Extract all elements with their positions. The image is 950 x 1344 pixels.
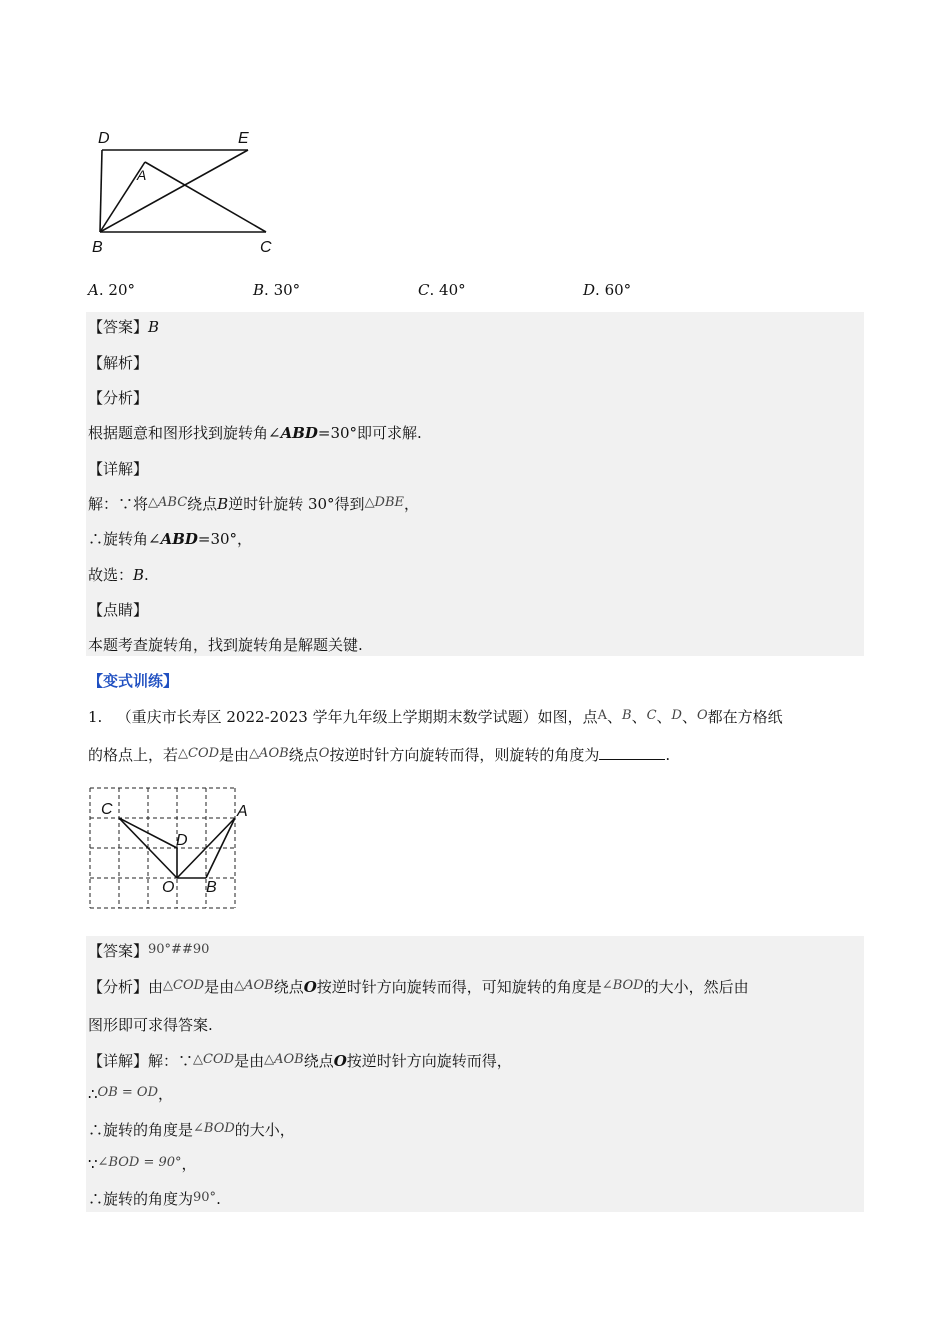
text: 的大小，: [234, 1121, 295, 1139]
text: ∴旋转的角度为: [88, 1190, 194, 1208]
answer2-fenxi-line-2: 图形即可求得答案.: [88, 1016, 213, 1034]
answer2-detail-line-2: [88, 1083, 173, 1104]
text: 的格点上，若: [88, 746, 179, 764]
triangle-cod: △COD: [178, 746, 220, 761]
option-letter: B: [253, 281, 265, 299]
triangle-cod: △COD: [163, 978, 205, 993]
angle-name: ABD: [160, 530, 198, 548]
answer-line: [88, 316, 159, 337]
text: 绕点: [303, 1052, 334, 1070]
figure-rotation-triangles: [88, 124, 288, 260]
triangle-aob: △AOB: [249, 746, 289, 761]
answer-blank[interactable]: [599, 745, 665, 760]
answer2-detail-line-4: [88, 1153, 197, 1174]
option-sep: .: [98, 281, 104, 299]
option-a[interactable]: [88, 281, 135, 299]
label-d: D: [176, 832, 188, 849]
text: 由: [148, 978, 164, 996]
text: ，: [181, 1155, 197, 1173]
option-c[interactable]: [418, 281, 466, 299]
point-o: O: [697, 708, 708, 723]
answer2-fenxi-line-1: [88, 976, 749, 997]
text: 根据题意和图形找到旋转角∠: [88, 424, 281, 442]
answer-block-1: [86, 312, 864, 656]
triangle-aob: △AOB: [264, 1052, 304, 1067]
text: 按逆时针方向旋转而得，则旋转的角度为: [329, 746, 600, 764]
fenxi-tag: 【分析】: [88, 978, 149, 996]
text: 是由: [204, 978, 235, 996]
text: .: [665, 746, 671, 764]
answer2-detail-line-5: [88, 1188, 221, 1209]
point-d: D: [671, 708, 682, 723]
option-value: 40°: [439, 281, 466, 299]
option-value: 30°: [273, 281, 301, 299]
analysis-tag: 【解析】: [88, 354, 149, 372]
option-letter: D: [583, 281, 596, 299]
angle-value: 90°: [193, 1190, 217, 1205]
text: ，: [158, 1085, 174, 1103]
sep: 、: [606, 708, 622, 726]
text: ∴: [88, 1085, 98, 1103]
answer-tag: 【答案】: [88, 318, 149, 336]
sep: 、: [656, 708, 672, 726]
detail-line-3: [88, 564, 149, 585]
option-value: 60°: [604, 281, 632, 299]
text: ∵: [88, 1155, 98, 1173]
equation: ∠BOD = 90°: [97, 1155, 182, 1170]
answer-value: 90°##90: [148, 942, 210, 957]
text: 是由: [234, 1052, 265, 1070]
text: =30°即可求解.: [317, 424, 422, 442]
text: .: [144, 566, 149, 584]
triangle-aob: △AOB: [234, 978, 274, 993]
answer2-detail-line-1: [88, 1050, 512, 1071]
option-b[interactable]: [253, 281, 300, 299]
segment-be: [100, 150, 248, 232]
answer-options: [88, 281, 848, 303]
option-letter: A: [88, 281, 99, 299]
detail-tag: 【详解】: [88, 1052, 149, 1070]
point-a: A: [597, 708, 607, 723]
triangle-cod: △COD: [193, 1052, 235, 1067]
point-b: B: [622, 708, 632, 723]
text: 故选：: [88, 566, 134, 584]
fenxi-text: [88, 422, 422, 443]
detail-tag: 【详解】: [88, 460, 149, 478]
label-b: B: [206, 879, 217, 896]
angle-bod: ∠BOD: [601, 978, 644, 993]
text: =30°，: [197, 530, 253, 548]
text: 都在方格纸: [707, 708, 783, 726]
label-d: D: [98, 130, 110, 147]
text: 是由: [219, 746, 250, 764]
option-sep: .: [264, 281, 269, 299]
text: 的大小，然后由: [643, 978, 749, 996]
text: 解：∵: [148, 1052, 194, 1070]
segment-cd: [119, 818, 177, 848]
option-sep: .: [429, 281, 435, 299]
answer2-line: [88, 940, 209, 961]
fenxi-tag: 【分析】: [88, 389, 149, 407]
angle-name: ABD: [280, 424, 318, 442]
triangle-abc: △ABC: [148, 495, 188, 510]
figure-grid-rotation: [86, 784, 256, 914]
comment-text: 本题考查旋转角，找到旋转角是解题关键.: [88, 636, 363, 654]
triangle-dbe: △DBE: [364, 495, 405, 510]
label-c: C: [260, 239, 272, 256]
option-d[interactable]: [583, 281, 631, 299]
text: 绕点: [288, 746, 319, 764]
option-sep: .: [595, 281, 600, 299]
text: （重庆市长寿区 2022-2023 学年九年级上学期期末数学试题）如图，点: [116, 708, 598, 726]
label-o: O: [162, 879, 175, 896]
question-line-1: [88, 706, 783, 727]
equation: OB = OD: [97, 1085, 158, 1100]
label-e: E: [238, 130, 249, 147]
answer-tag: 【答案】: [88, 942, 149, 960]
label-b: B: [92, 239, 103, 256]
text: ∴旋转角∠: [88, 530, 161, 548]
text: ，: [404, 495, 420, 513]
option-value: 20°: [108, 281, 135, 299]
detail-line-1: [88, 493, 419, 514]
question-line-2: [88, 744, 670, 765]
text: 解：∵将: [88, 495, 149, 513]
point-o: O: [318, 746, 330, 761]
option-letter: C: [418, 281, 430, 299]
choice: B: [133, 566, 145, 584]
text: 按逆时针方向旋转而得，: [346, 1052, 512, 1070]
sep: 、: [631, 708, 647, 726]
label-a: A: [237, 803, 248, 820]
text: ∴旋转的角度是: [88, 1121, 194, 1139]
practice-heading: 【变式训练】: [88, 672, 179, 690]
text: 绕点: [273, 978, 304, 996]
label-a: A: [137, 167, 147, 183]
text: .: [216, 1190, 221, 1208]
detail-line-2: [88, 528, 252, 549]
point-o: O: [303, 978, 317, 996]
answer-value: B: [148, 318, 160, 336]
sep: 、: [681, 708, 697, 726]
label-c: C: [101, 801, 113, 818]
angle-bod: ∠BOD: [193, 1121, 235, 1136]
point-c: C: [646, 708, 657, 723]
text: 逆时针旋转 30°得到: [228, 495, 365, 513]
comment-tag: 【点睛】: [88, 601, 149, 619]
text: 绕点: [187, 495, 218, 513]
text: 按逆时针方向旋转而得，可知旋转的角度是: [316, 978, 602, 996]
point-o: O: [333, 1052, 347, 1070]
answer2-detail-line-3: [88, 1119, 295, 1140]
point-b: B: [217, 495, 229, 513]
question-number: 1.: [88, 708, 103, 726]
segment-db: [100, 150, 102, 232]
